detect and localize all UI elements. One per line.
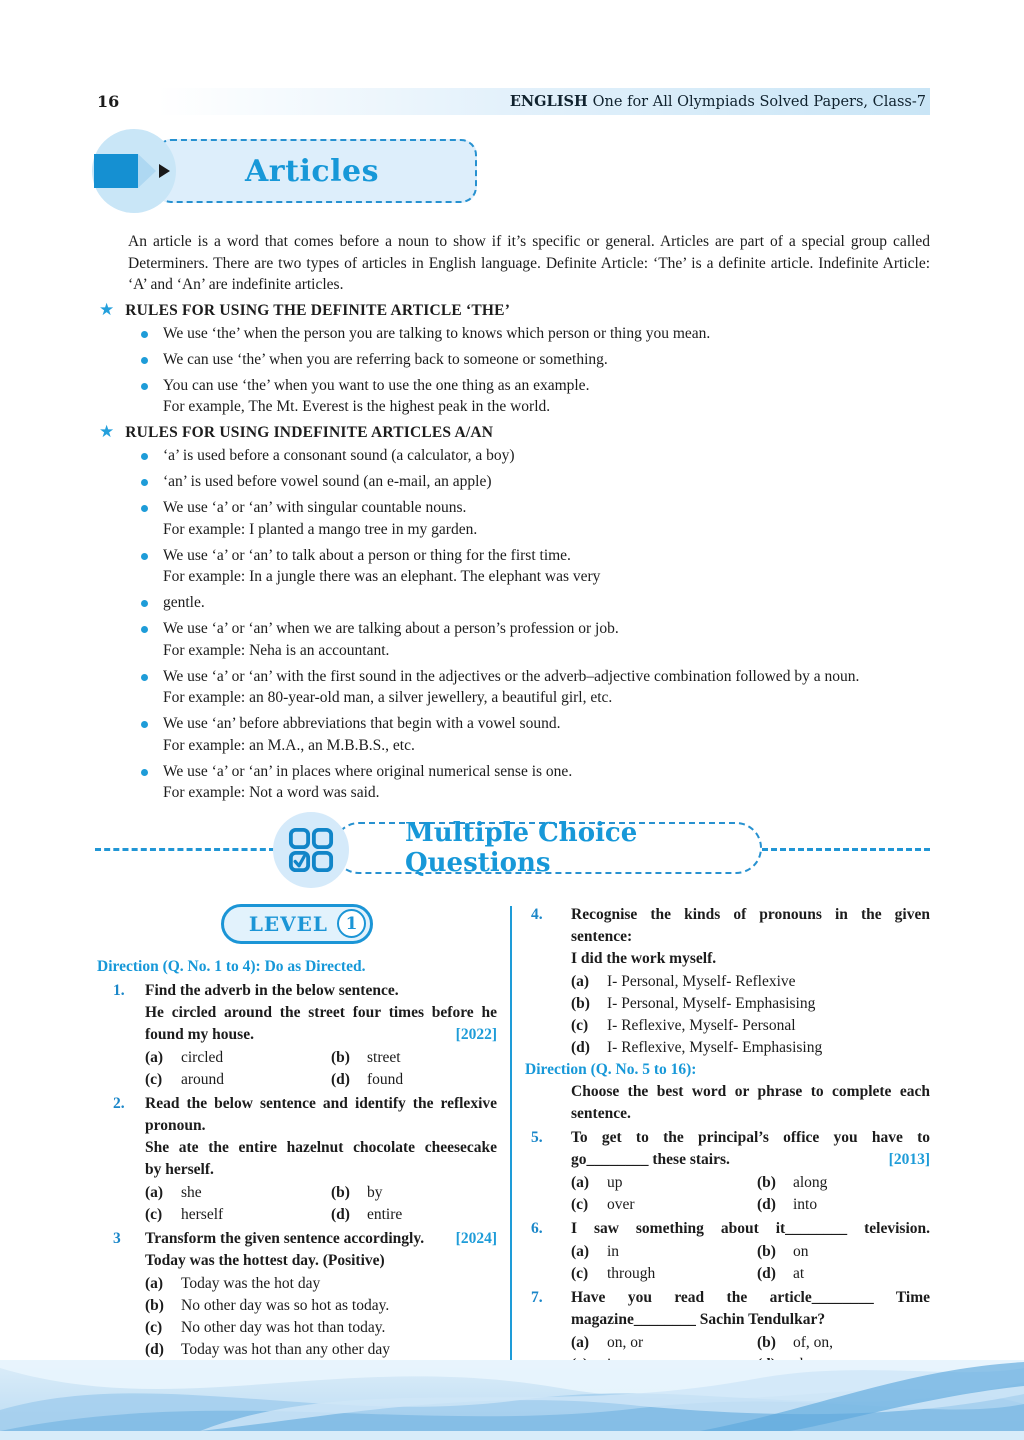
list-item: We use ‘a’ or ‘an’ when we are talking about a person’s profession or job. For example: Neha is an accountant. (141, 618, 930, 661)
options: (a) circled (b) street (c) around (d) found (145, 1048, 404, 1088)
dashed-line-left (95, 848, 275, 851)
question-6: 6. I saw something about it________ television. (a) in (b) on (c) through (d) at (525, 1218, 930, 1285)
dot-icon (141, 674, 148, 681)
dot-icon (141, 505, 148, 512)
dot-icon (141, 553, 148, 560)
mcq-title-box (333, 817, 762, 878)
list-item: We use ‘a’ or ‘an’ to talk about a person or thing for the first time. For example: In a jungle there was an elephant. The elephant was very (141, 545, 930, 588)
chapter-intro: An article is a word that comes before a noun to show if it’s specific or general. Articles are part of a special group called Determiners. There are two types of articles in English language. Definite Article: ‘The’ is a definite article. Indefinite Article: ‘A’ and ‘An’ are indefinite articles. (128, 233, 930, 293)
direction-2-body: Choose the best word or phrase to complete each sentence. (571, 1082, 930, 1122)
waves-graphic (0, 1360, 1024, 1431)
year-tag: [2013] (888, 1150, 930, 1168)
arrow-right-icon (159, 164, 170, 178)
dot-icon (141, 357, 148, 364)
options: (a) in (b) on (c) through (d) at (571, 1242, 809, 1282)
pencil-icon (94, 154, 170, 188)
pencil-tip (138, 154, 156, 188)
dot-icon (141, 721, 148, 728)
section-heading-indefinite: ★ RULES FOR USING INDEFINITE ARTICLES A/AN (99, 422, 494, 441)
level-number: 1 (337, 909, 366, 938)
list-item: gentle. (141, 592, 930, 614)
list-item: ‘an’ is used before vowel sound (an e-mail, an apple) (141, 471, 930, 493)
question-7: 7. Have you read the article________ Time magazine________ Sachin Tendulkar? (a) on, or (b) of, on, (525, 1287, 930, 1376)
list-item: We use ‘a’ or ‘an’ with singular countable nouns. For example: I planted a mango tree in my garden. (141, 497, 930, 540)
column-divider (510, 906, 512, 1376)
list-item: We use ‘a’ or ‘an’ in places where original numerical sense is one. For example: Not a word was said. (141, 761, 930, 804)
page-header (97, 88, 930, 115)
dashed-line-right (762, 848, 930, 851)
level-badge (221, 904, 373, 944)
options: (a) on, or (b) of, on, (571, 1333, 834, 1351)
question-5: 5. To get to the principal’s office you have to go________ these stairs. [2013] (a) up (b) along (c) over (d) into (525, 1127, 930, 1216)
chapter-title: Articles (245, 153, 379, 189)
checkbox-grid-icon (288, 827, 334, 873)
list-item: We can use ‘the’ when you are referring back to someone or something. (141, 349, 930, 371)
pencil-body (94, 154, 138, 188)
chapter-title-box (155, 139, 477, 203)
page-number: 16 (97, 92, 120, 111)
question-2: 2. Read the below sentence and identify the reflexive pronoun. She ate the entire hazelnut chocolate cheesecake by herself. (a) she (b) by (c) herself (d) entire (97, 1093, 497, 1226)
bullet-list-indefinite (141, 445, 930, 804)
star-icon: ★ (99, 422, 115, 441)
year-tag: [2022] (455, 1025, 497, 1043)
dot-icon (141, 479, 148, 486)
dot-icon (141, 453, 148, 460)
header-bar (157, 88, 930, 115)
options: (a) she (b) by (c) herself (d) entire (145, 1183, 403, 1223)
direction-2: Direction (Q. No. 5 to 16): (525, 1060, 697, 1078)
direction-1: Direction (Q. No. 1 to 4): Do as Directed. (97, 957, 366, 975)
header-subject: ENGLISH (509, 93, 588, 110)
options: (a) up (b) along (c) over (d) into (571, 1173, 828, 1213)
list-item: We use ‘an’ before abbreviations that begin with a vowel sound. For example: an M.A., an M.B.B.S., etc. (141, 713, 930, 756)
list-item: We use ‘the’ when the person you are talking to knows which person or thing you mean. (141, 323, 930, 345)
dot-icon (141, 769, 148, 776)
question-4: 4. Recognise the kinds of pronouns in the given sentence: I did the work myself. (a) I- Personal, Myself- Reflexive (b) I- Personal, Myself- Emphasising (c) I- Reflexive, Myself- Personal (d) I- Reflexive, Myself- Emphasising (525, 904, 930, 1059)
level-label: LEVEL (248, 911, 328, 936)
mcq-banner (97, 816, 930, 888)
footer-wave-band (0, 1360, 1024, 1440)
question-columns (97, 902, 930, 1376)
dot-icon (141, 383, 148, 390)
list-item: ‘a’ is used before a consonant sound (a calculator, a boy) (141, 445, 930, 467)
options: (a) I- Personal, Myself- Reflexive (b) I- Personal, Myself- Emphasising (c) I- Reflexive, Myself- Personal (d) I- Reflexive, Myself- Emphasising (571, 972, 823, 1056)
header-title: One for All Olympiads Solved Papers, Class-7 (592, 93, 926, 110)
right-column (525, 902, 930, 1376)
question-1: 1. Find the adverb in the below sentence. He circled around the street four times before he found my house. [2022] (a) circled (b) street (c) around (d) found (97, 980, 497, 1091)
section-heading-definite: ★ RULES FOR USING THE DEFINITE ARTICLE ‘THE’ (99, 299, 511, 319)
options: (a) Today was the hot day (b) No other day was so hot as today. (c) No other day was hot than today. (d) Today was hot than any other day (145, 1274, 390, 1358)
list-item: We use ‘a’ or ‘an’ with the first sound in the adjectives or the adverb–adjective combination followed by a noun. For example: an 80-year-old man, a silver jewellery, a beautiful girl, etc. (141, 666, 930, 709)
dot-icon (141, 331, 148, 338)
mcq-icon-circle (273, 812, 349, 888)
footer-strip (0, 1431, 1024, 1440)
chapter-icon-circle (92, 129, 176, 213)
question-3: 3 Transform the given sentence accordingly. [2024] Today was the hottest day. (Positive) (a) Today was the hot day (b) No other day was so hot as today. (c) No other day was hot than today. (d) Today was hot than any other day (97, 1228, 497, 1361)
mcq-title: Multiple Choice Questions (405, 817, 638, 878)
bullet-list-definite (141, 323, 930, 418)
year-tag: [2024] (455, 1229, 497, 1247)
list-item: You can use ‘the’ when you want to use the one thing as an example. For example, The Mt. Everest is the highest peak in the world. (141, 375, 930, 418)
dot-icon (141, 600, 148, 607)
star-icon: ★ (99, 299, 115, 319)
dot-icon (141, 626, 148, 633)
left-column (97, 902, 497, 1376)
chapter-banner (97, 133, 930, 215)
